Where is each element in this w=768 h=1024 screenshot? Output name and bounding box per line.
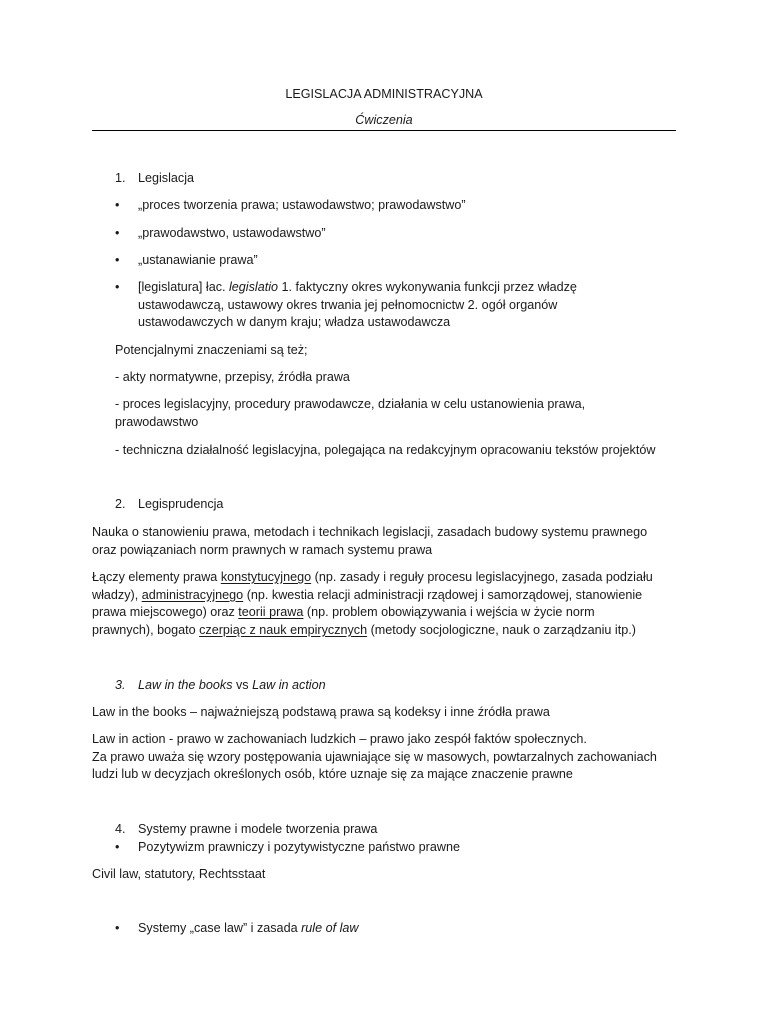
- legisprudence-definition: [92, 524, 682, 559]
- potential-meanings-intro: Potencjalnymi znaczeniami są też;: [115, 343, 308, 357]
- bullet-glyph: •: [115, 226, 120, 240]
- definition-prefix: [legislatura] łac.: [138, 280, 229, 294]
- definition-line-1: 1. faktyczny okres wykonywania funkcji przez władzę: [278, 280, 577, 294]
- underlined-term: administracyjnego: [141, 587, 244, 602]
- paragraph-text: prawnych), bogato: [92, 622, 200, 637]
- section-4-heading: Systemy prawne i modele tworzenia prawa: [138, 822, 378, 836]
- list-item-text: Systemy „case law” i zasada: [138, 921, 302, 935]
- definition-line-2: ustawodawczą, ustawowy okres trwania jej pełnomocnictw 2. ogół organów: [138, 297, 558, 312]
- list-item: „prawodawstwo, ustawodawstwo”: [138, 226, 326, 240]
- paragraph-text: (metody socjologiczne, nauk o zarządzaniu itp.): [367, 622, 636, 637]
- document-subtitle: Ćwiczenia: [355, 113, 413, 127]
- bullet-glyph: •: [115, 253, 120, 267]
- section-1-heading: Legislacja: [138, 171, 195, 185]
- document-title: LEGISLACJA ADMINISTRACYJNA: [285, 87, 483, 101]
- list-item: „ustanawianie prawa”: [138, 253, 258, 267]
- paragraph-text: (np. zasady i reguły procesu legislacyjnego, zasada podziału: [311, 570, 653, 584]
- bullet-glyph: •: [115, 280, 120, 294]
- civil-law-line: Civil law, statutory, Rechtsstaat: [92, 867, 266, 881]
- heading-connector: vs: [232, 678, 253, 692]
- list-item: [138, 920, 678, 938]
- bullet-glyph: •: [115, 198, 120, 212]
- section-1-number: 1.: [115, 171, 126, 185]
- paragraph-line: Law in action - prawo w zachowaniach ludzkich – prawo jako zespół faktów społecznych.: [92, 732, 587, 746]
- heading-italic-term: Law in the books: [138, 678, 233, 692]
- bullet-glyph: •: [115, 840, 120, 854]
- underlined-term: czerpiąc z nauk empirycznych: [199, 622, 368, 637]
- bullet-glyph: •: [115, 921, 120, 935]
- law-in-books-paragraph: Law in the books – najważniejszą podstawą prawa są kodeksy i inne źródła prawa: [92, 705, 550, 719]
- list-item: „proces tworzenia prawa; ustawodawstwo; prawodawstwo”: [138, 198, 466, 212]
- definition-latin-term: legislatio: [229, 280, 279, 294]
- section-4-number: 4.: [115, 822, 126, 836]
- paragraph-text: (np. problem obowiązywania i wejścia w życie norm: [303, 605, 595, 620]
- meaning-item: - techniczna działalność legislacyjna, polegająca na redakcyjnym opracowaniu tekstów projektów: [115, 443, 656, 457]
- list-item-italic-term: rule of law: [301, 921, 359, 935]
- law-in-action-paragraph: [92, 731, 692, 784]
- section-3-heading: [138, 677, 326, 695]
- underlined-term: konstytucyjnego: [220, 570, 312, 584]
- list-item-definition: [138, 279, 678, 332]
- paragraph-text: władzy),: [92, 587, 142, 602]
- section-2-number: 2.: [115, 497, 126, 511]
- header-divider: [92, 130, 676, 131]
- paragraph-line: Za prawo uważa się wzory postępowania ujawniające się w masowych, powtarzalnych zachowaniach: [92, 749, 657, 764]
- list-item: Pozytywizm prawniczy i pozytywistyczne państwo prawne: [138, 840, 460, 854]
- paragraph-line: oraz powiązaniach norm prawnych w ramach systemu prawa: [92, 542, 433, 557]
- legisprudence-elements: [92, 569, 682, 639]
- underlined-term: teorii prawa: [238, 605, 304, 620]
- paragraph-line: ludzi lub w decyzjach określonych osób, które uznaje się za mające znaczenie prawne: [92, 767, 573, 782]
- meaning-item-line: - proces legislacyjny, procedury prawodawcze, działania w celu ustanowienia prawa,: [115, 397, 586, 411]
- definition-line-3: ustawodawczych w danym kraju; władza ustawodawcza: [138, 315, 451, 330]
- heading-italic-term: Law in action: [252, 678, 326, 692]
- section-2-heading: Legisprudencja: [138, 497, 224, 511]
- meaning-item: [115, 396, 685, 431]
- section-3-number: 3.: [115, 678, 126, 692]
- meaning-item-line: prawodawstwo: [115, 414, 199, 429]
- paragraph-text: prawa miejscowego) oraz: [92, 605, 239, 620]
- paragraph-text: Łączy elementy prawa: [92, 570, 221, 584]
- paragraph-line: Nauka o stanowieniu prawa, metodach i technikach legislacji, zasadach budowy systemu prawnego: [92, 525, 648, 539]
- meaning-item: - akty normatywne, przepisy, źródła prawa: [115, 370, 350, 384]
- paragraph-text: (np. kwestia relacji administracji rządowej i samorządowej, stanowienie: [243, 587, 643, 602]
